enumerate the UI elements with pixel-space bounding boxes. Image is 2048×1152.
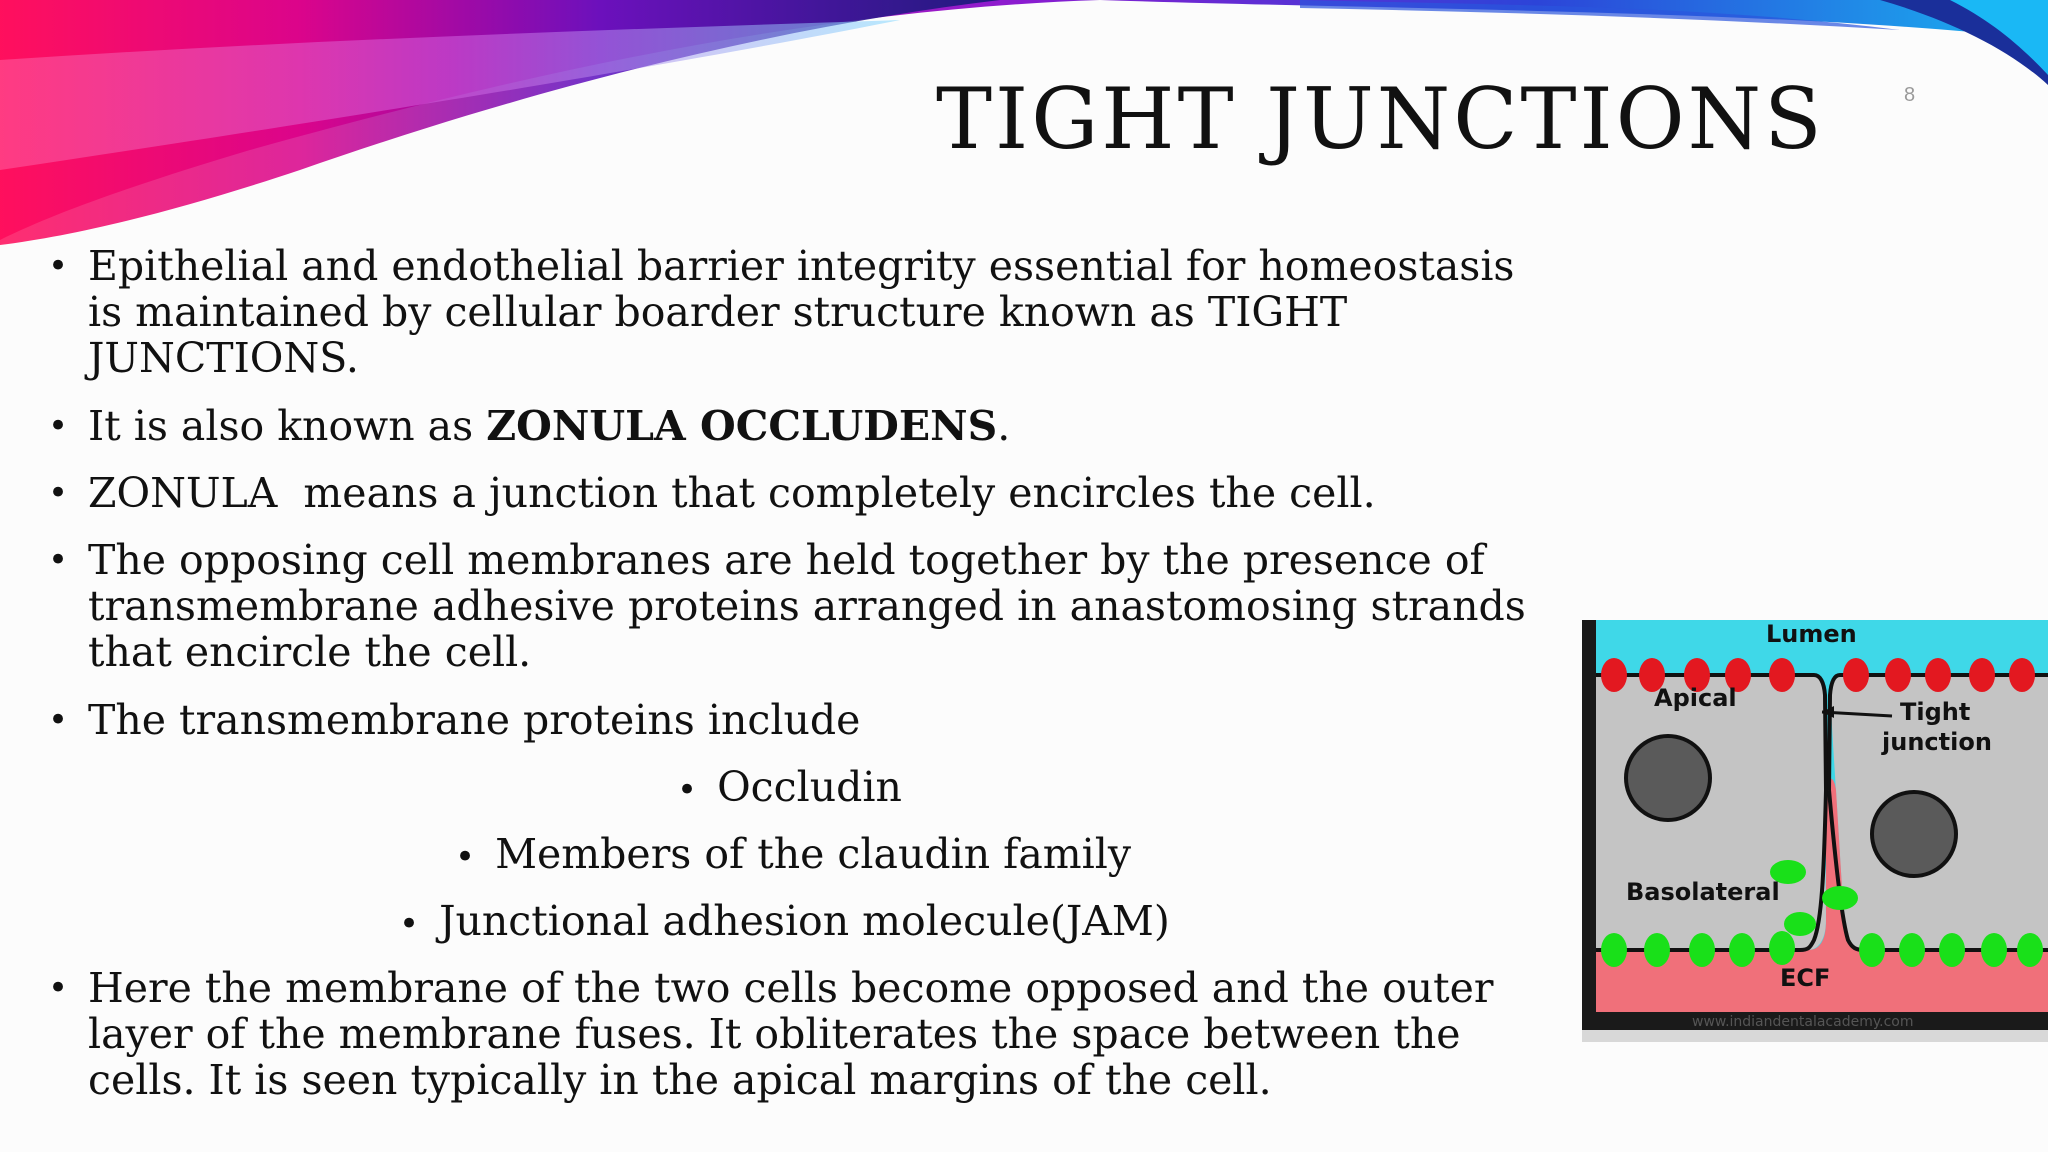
bullet-marker: • (48, 540, 69, 580)
bullet-marker: • (48, 473, 69, 513)
bullet-text: . (997, 402, 1011, 450)
bullet-marker: • (48, 246, 69, 286)
lumen-label: Lumen (1766, 620, 1857, 648)
bullet-marker: • (48, 700, 69, 740)
bullet-item (48, 536, 1526, 676)
bullet-text-line: The opposing cell membranes are held together by the presence of (88, 536, 1485, 584)
bullet-text-line: layer of the membrane fuses. It obliterates the space between the (88, 1010, 1461, 1058)
sub-bullet-item (399, 898, 1170, 947)
tight-junction-label: Tight (1900, 698, 1971, 726)
bullet-text-line: transmembrane adhesive proteins arranged in anastomosing strands (88, 582, 1526, 630)
bullet-item (48, 964, 1494, 1104)
ecf-label: ECF (1780, 964, 1831, 992)
sub-bullet-text: Junctional adhesion molecule(JAM) (439, 897, 1170, 945)
bullet-text: The transmembrane proteins include (88, 696, 861, 744)
sub-bullet-item (455, 831, 1131, 880)
bullet-marker: • (399, 904, 420, 944)
apical-label: Apical (1654, 684, 1737, 712)
bullet-marker: • (48, 406, 69, 446)
bullet-marker: • (455, 837, 476, 877)
bullet-text-line: that encircle the cell. (88, 628, 532, 676)
bullet-marker: • (48, 968, 69, 1008)
tight-junction-label: junction (1882, 728, 1992, 756)
bullet-text-line: Epithelial and endothelial barrier integrity essential for homeostasis (88, 242, 1515, 290)
sub-bullet-item (677, 764, 902, 813)
bullet-text-line: JUNCTIONS. (88, 334, 359, 382)
sub-bullet-text: Members of the claudin family (495, 830, 1132, 878)
bullet-text-line: cells. It is seen typically in the apical margins of the cell. (88, 1056, 1272, 1104)
bullet-item (48, 402, 1011, 450)
bullet-item (48, 469, 1376, 517)
page-number: 8 (1904, 84, 1916, 106)
bullet-item (48, 696, 861, 744)
tight-junction-diagram (1582, 620, 2048, 1042)
watermark-text: www.indiandentalacademy.com (1692, 1014, 1914, 1030)
bullet-text-line: Here the membrane of the two cells become opposed and the outer (88, 964, 1494, 1012)
bullet-text: It is also known as (88, 402, 487, 450)
basolateral-label: Basolateral (1626, 878, 1780, 906)
bullet-text-line: is maintained by cellular boarder structure known as TIGHT (88, 288, 1348, 336)
sub-bullet-text: Occludin (717, 763, 902, 811)
bullet-bold-term: ZONULA OCCLUDENS (486, 402, 998, 450)
bullet-marker: • (677, 770, 698, 810)
slide-title: TIGHT JUNCTIONS (936, 70, 1825, 168)
bullet-item (48, 242, 1515, 382)
bullet-text: ZONULA means a junction that completely encircles the cell. (88, 469, 1376, 517)
